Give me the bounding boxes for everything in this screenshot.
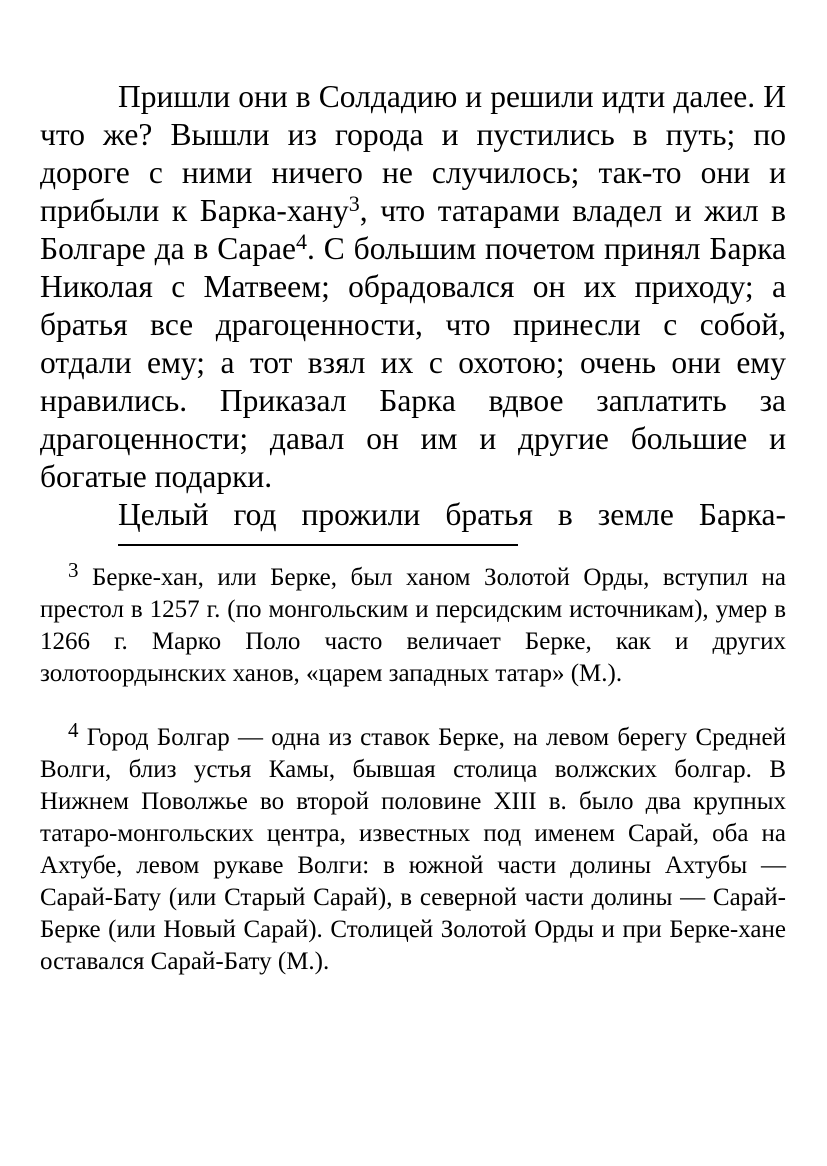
- footnote-text: Берке-хан, или Берке, был ханом Золотой Орды, вступил на престол в 1257 г. (по монгольским и персидским источникам), умер в 1266 г. Марко Поло часто величает Берке, как и других золотоордынских ханов, «царем западных татар» (М.).: [40, 564, 787, 687]
- paragraph-2: [40, 496, 786, 534]
- footnote-separator: [118, 544, 518, 546]
- footnote-4: [40, 718, 786, 978]
- footnote-number: 3: [68, 558, 79, 582]
- footnotes: [40, 558, 787, 978]
- footnote-number: 4: [68, 718, 79, 742]
- paragraph-2-text: Целый год прожили братья в земле Барка-: [118, 497, 786, 532]
- footnote-ref-3: 3: [348, 191, 360, 216]
- footnote-text: Город Болгар — одна из ставок Берке, на левом берегу Средней Волги, близ устья Камы, бывшая столица волжских болгар. В Нижнем Поволжье во второй половине XIII в. было два крупных татаро-монгольских центра, известных под именем Сарай, оба на Ахтубе, левом рукаве Волги: в южной части долины Ахтубы — Сарай-Бату (или Старый Сарай), в северной части долины — Сарай-Берке (или Новый Сарай). Столицей Золотой Орды и при Берке-хане оставался Сарай-Бату (М.).: [40, 724, 786, 975]
- footnote-3: [40, 558, 787, 690]
- book-page: [40, 78, 786, 1010]
- paragraph-1: [40, 78, 786, 496]
- paragraph-1-part-3: . С большим почетом принял Барка Николая с Матвеем; обрадовался он их приходу; а братья все драгоценности, что принесли с собой, отдали ему; а тот взял их с охотою; очень они ему нравились. Приказал Барка вдвое заплатить за драгоценности; давал он им и другие большие и богатые подарки.: [40, 231, 787, 494]
- footnote-ref-4: 4: [296, 229, 308, 254]
- paragraph-1-part-1: Пришли они в Солдадию и решили идти далее. И что же? Вышли из города и пустились в путь; по дороге с ними ничего не случилось; так-то они и прибыли к Барка-хану: [40, 79, 786, 228]
- paragraph-1-part-2: , что татарами владел и жил в Болгаре да в Сарае: [40, 193, 786, 266]
- main-text: [40, 78, 786, 534]
